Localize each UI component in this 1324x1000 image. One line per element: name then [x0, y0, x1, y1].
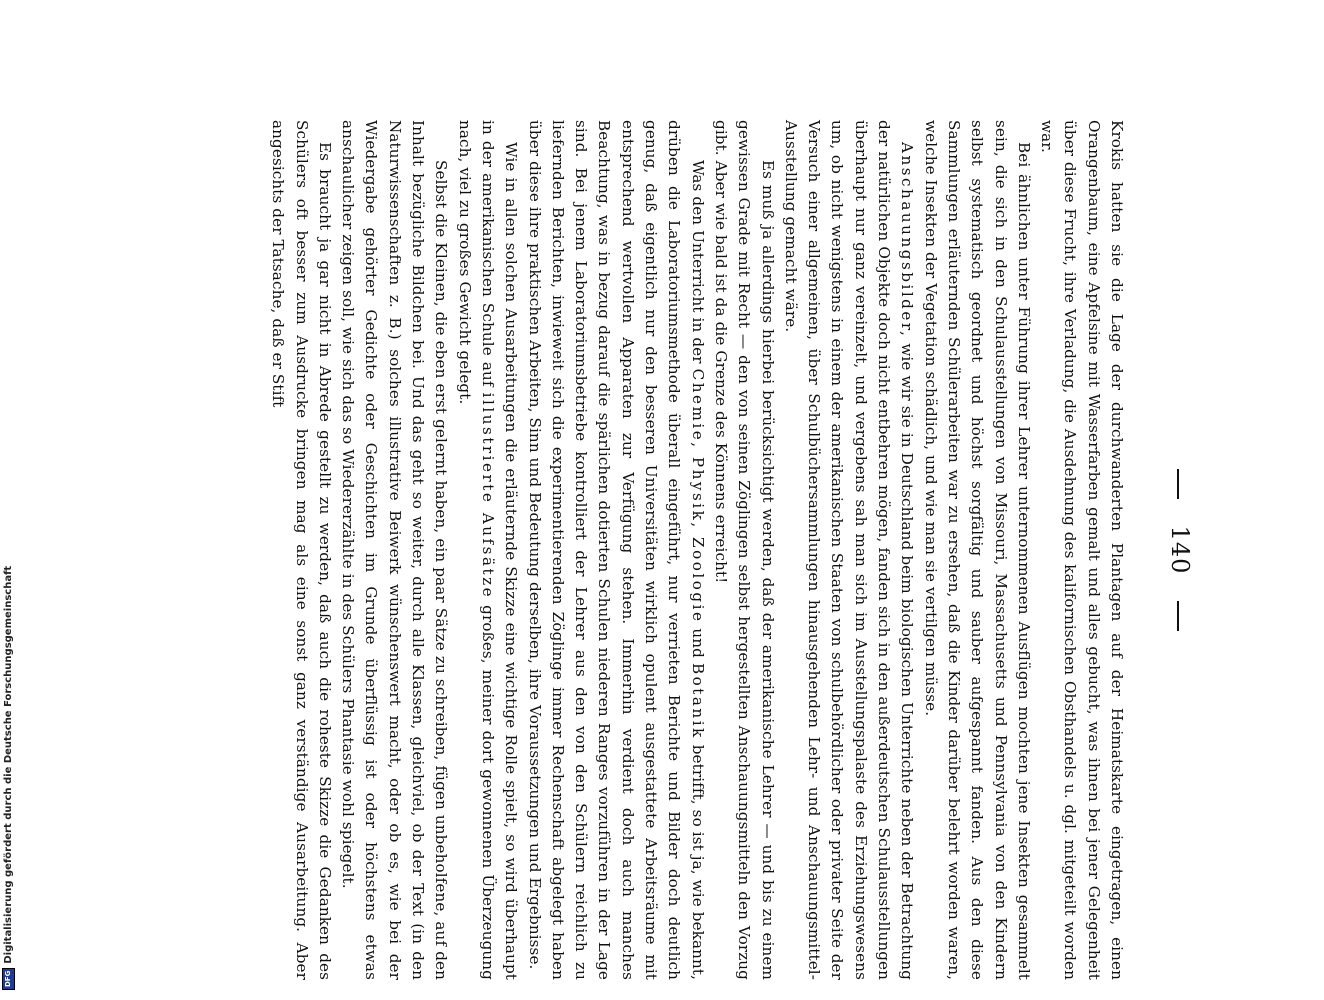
rotated-book-page — [130, 120, 1210, 980]
paragraph-1 — [1035, 120, 1128, 980]
page-number-dash-left — [1178, 469, 1180, 499]
paragraph-5-mid: und — [688, 623, 707, 663]
digitization-credit-text: Digitalisierung gefördert durch die Deutsche Forschungsgemeinschaft — [3, 565, 14, 964]
dfg-logo-icon: DFG — [2, 968, 15, 990]
paragraph-3 — [779, 120, 919, 980]
paragraph-5-text: betrifft, so ist ja, wie bekannt, drüben die Laboratoriumsmethode überall eingeführt, nur verrieten Berichte und Bilder doch deutlich genug, daß eigentlich nur den besseren Universitäten wirklich opulent ausgestattete Arbeitsräume mit entsprechend wertvollen Apparaten zur Verfügung stehen. Immerhin verdient doch auch manches Beachtung, was in bezug darauf die spärlichen dotierten Schulen niederen Ranges vorzuführen in der Lage sind. Bei jenem Laboratoriumsbetriebe kontrolliert der Lehrer aus den von den Schülern reichlich zu liefernden Berichten, inwieweit sich die experimentierenden Zöglinge immer Rechenschaft abgelegt haben über diese ihre praktischen Arbeiten, Sinn und Bedeutung derselben, ihre Voraussetzungen und Ergebnisse. — [525, 120, 707, 981]
paragraph-7 — [336, 120, 452, 980]
paragraph-6-pre: Wie in allen solchen Ausarbeitungen die erläuternde Skizze eine wichtige Rolle spielt, so wird überhaupt in der amerikanischen Schule auf — [478, 120, 521, 980]
body-text — [266, 120, 1128, 980]
paragraph-5 — [522, 120, 708, 980]
paragraph-6-lead: illustrierte Aufsätze — [478, 392, 497, 600]
page-number — [1166, 120, 1194, 980]
paragraph-7-text: Selbst die Kleinen, die eben erst gelernt haben, ein paar Sätze zu schreiben, fügen unbeholfene, auf den Inhalt bezügliche Bildchen bei. Und das geht so weiter, durch alle Klassen, gleichviel, ob der Text (in den Naturwissenschaften z. B.) solches illustrative Beiwerk wünschenswert macht, oder ob es, wie bei der Wiedergabe gehörter Gedichte oder Geschichten im Grunde überflüssig ist oder höchstens etwas anschaulicher zeigen soll, wie sich das so Wiedererzählte in des Schülers Phantasie wohl spiegelt. — [339, 120, 451, 980]
paragraph-3-text: wie wir sie in Deutschland beim biologischen Unterrichte neben der Betrachtung der natürlichen Objekte doch nicht entbehren mögen, fanden sich in den außerdeutschen Schulausstellungen überhaupt nur ganz vereinzelt, und vergebens sah man sich im Ausstellungspalaste des Erziehungswesens um, ob nicht wenigstens in einem der amerikanischen Staaten von schulbehördlicher oder privater Seite der Versuch einer allgemeinen, über Schulbüchersammlungen hinausgehenden Lehr- und Anschauungsmittel-Ausstellung gemacht wäre. — [781, 120, 917, 980]
paragraph-1-text: Krokis hatten sie die Lage der durchwanderten Plantagen auf der Heimatskarte eingetragen, einen Orangenbaum, eine Apfelsine mit Wasserfarben gemalt und alles gebucht, was ihnen bei jener Gelegenheit über diese Frucht, ihre Verladung, die Ausdehnung des kalifornischen Obsthandels u. dgl. mitgeteilt worden war. — [1038, 120, 1126, 980]
paragraph-5-lead2: Botanik — [688, 662, 707, 740]
digitization-credit — [2, 0, 15, 990]
page-number-dash-right — [1178, 601, 1180, 631]
page-number-value: 140 — [1166, 525, 1194, 575]
paragraph-8 — [266, 120, 336, 980]
paragraph-4 — [709, 120, 779, 980]
paragraph-5-lead: Chemie, Physik, Zoologie — [688, 368, 707, 624]
paragraph-6 — [452, 120, 522, 980]
paragraph-2-text: Bei ähnlichen unter Führung ihrer Lehrer unternommenen Ausflügen mochten jene Insekten gesammelt sein, die sich in den Schulausstellungen von Missouri, Massachusetts und Pennsylvania von den Kindern selbst systematisch geordnet und höchst sorgfältig und sauber aufgespannt fanden. Aus den diese Sammlungen erläuternden Schülerarbeiten war zu ersehen, daß die Kinder darüber belehrt worden waren, welche Insekten der Vegetation schädlich, und wie man sie vertilgen müsse. — [921, 120, 1033, 980]
paragraph-4-text: Es muß ja allerdings hierbei berücksichtigt werden, daß der amerikanische Lehrer — und bis zu einem gewissen Grade mit Recht — den von seinen Zöglingen selbst hergestellten Anschauungsmitteln den Vorzug gibt. Aber wie bald ist da die Grenze des Könnens erreicht! — [711, 120, 777, 980]
paragraph-8-text: Es braucht ja gar nicht in Abrede gestellt zu werden, daß auch die roheste Skizze die Gedanken des Schülers oft besser zum Ausdrucke bringen mag als eine sonst ganz verständige Ausarbeitung. Aber angesichts der Tatsache, daß er Stift — [269, 120, 334, 980]
paragraph-2 — [918, 120, 1034, 980]
paragraph-5-pre: Was den Unterricht in der — [688, 160, 707, 369]
paragraph-6-text: großes, meiner dort gewonnenen Überzeugung nach, viel zu großes Gewicht gelegt. — [455, 120, 497, 980]
paragraph-3-lead: Anschauungsbilder, — [898, 142, 917, 339]
